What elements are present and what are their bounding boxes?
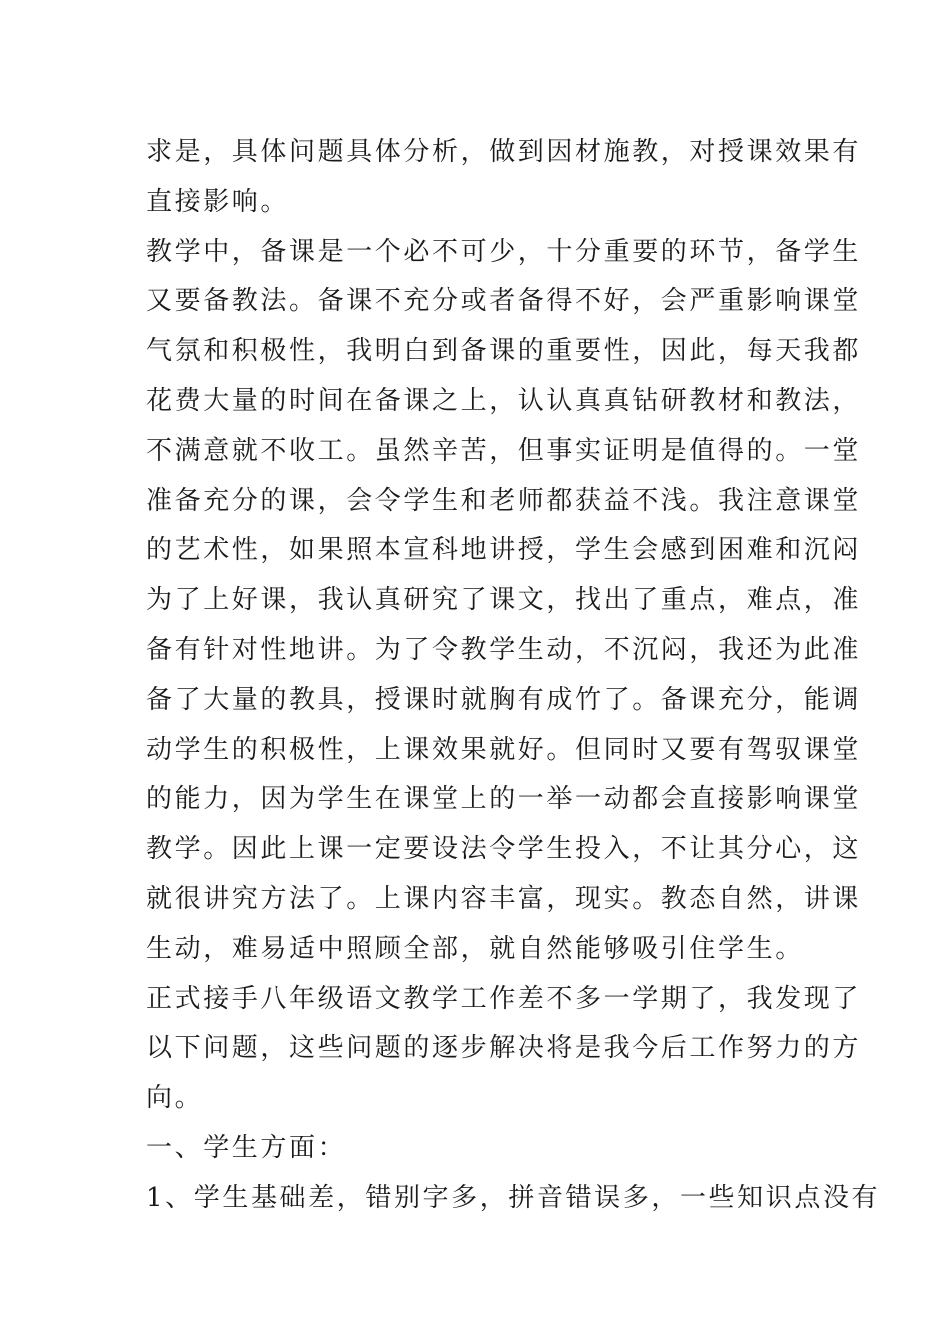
text-line: 的能力，因为学生在课堂上的一举一动都会直接影响课堂 (146, 784, 862, 815)
text-line: 备有针对性地讲。为了令教学生动，不沉闷，我还为此准 (146, 634, 862, 665)
text-line: 教学中，备课是一个必不可少，十分重要的环节，备学生 (146, 236, 862, 267)
section-heading: 一、学生方面： (146, 1132, 347, 1163)
text-line: 直接影响。 (146, 186, 290, 217)
text-line: 教学。因此上课一定要设法令学生投入，不让其分心，这 (146, 834, 862, 865)
text-line: 备了大量的教具，授课时就胸有成竹了。备课充分，能调 (146, 684, 862, 715)
text-line: 又要备教法。备课不充分或者备得不好，会严重影响课堂 (146, 286, 862, 317)
text-line: 生动，难易适中照顾全部，就自然能够吸引住学生。 (146, 933, 804, 964)
text-line: 准备充分的课，会令学生和老师都获益不浅。我注意课堂 (146, 485, 862, 516)
text-line: 以下问题，这些问题的逐步解决将是我今后工作努力的方 (146, 1033, 862, 1064)
text-line: 动学生的积极性，上课效果就好。但同时又要有驾驭课堂 (146, 734, 862, 765)
text-line: 的艺术性，如果照本宣科地讲授，学生会感到困难和沉闷 (146, 535, 862, 566)
text-line: 求是，具体问题具体分析，做到因材施教，对授课效果有 (146, 137, 862, 167)
text-line: 为了上好课，我认真研究了课文，找出了重点，难点，准 (146, 585, 862, 616)
text-line: 花费大量的时间在备课之上，认认真真钻研教材和教法， (146, 385, 862, 416)
text-line: 气氛和积极性，我明白到备课的重要性，因此，每天我都 (146, 336, 862, 367)
text-line: 就很讲究方法了。上课内容丰富，现实。教态自然，讲课 (146, 883, 862, 914)
document-body (146, 128, 881, 1224)
text-line: 正式接手八年级语文教学工作差不多一学期了，我发现了 (146, 983, 862, 1014)
text-line: 不满意就不收工。虽然辛苦，但事实证明是值得的。一堂 (146, 435, 862, 466)
text-line: 向。 (146, 1083, 204, 1114)
text-line: 1、学生基础差，错别字多，拼音错误多，一些知识点没有 (146, 1182, 881, 1213)
